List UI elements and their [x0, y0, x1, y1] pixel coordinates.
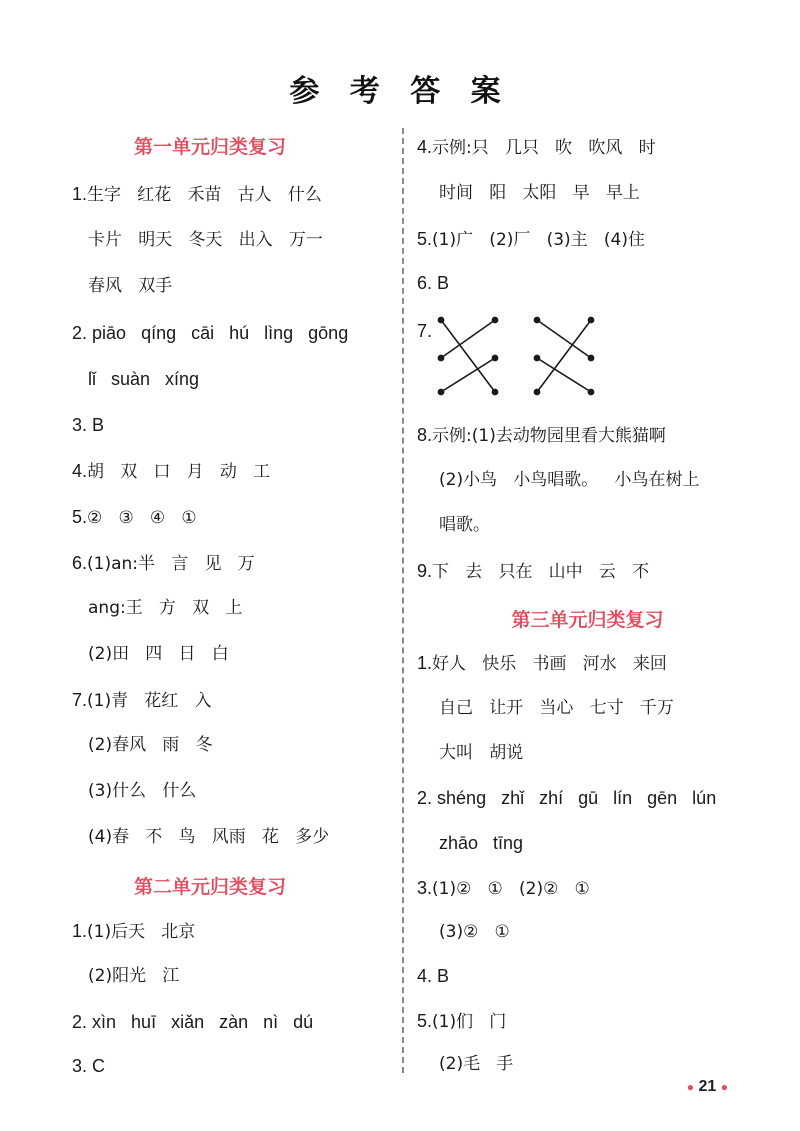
match-dot [492, 317, 497, 322]
unit3-answer-3: 3.(1)② ① (2)② ① [417, 878, 590, 899]
answer-4: 4.胡 双 口 月 动 工 [72, 461, 271, 482]
answer-7-line2: (2)春风 雨 冬 [88, 735, 213, 755]
answer-1: 1.生字 红花 禾苗 古人 什么 [72, 184, 322, 205]
answer-r9: 9.下 去 只在 山中 云 不 [417, 561, 650, 582]
unit3-answer-4: 4. B [417, 966, 450, 986]
match-dot [534, 355, 539, 360]
answer-r5: 5.(1)广 (2)厂 (3)主 (4)住 [417, 229, 645, 250]
match-dot [438, 355, 443, 360]
answer-2: 2. piāo qíng cāi hú lìng gōng [72, 323, 349, 343]
answer-7: 7.(1)青 花红 入 [72, 690, 212, 711]
match-dot [534, 317, 539, 322]
answer-r7: 7. [417, 321, 433, 341]
answer-1-line3: 春风 双手 [88, 276, 173, 296]
answer-r8: 8.示例:(1)去动物园里看大熊猫啊 [417, 425, 666, 446]
answer-3: 3. B [72, 415, 105, 435]
unit3-answer-5-line2: (2)毛 手 [439, 1054, 514, 1074]
unit3-answer-1: 1.好人 快乐 书画 河水 来回 [417, 653, 667, 674]
match-line [537, 358, 591, 392]
unit2-title: 第二单元归类复习 [133, 876, 286, 898]
match-dot [588, 389, 593, 394]
answer-r4-line2: 时间 阳 太阳 早 早上 [439, 183, 640, 203]
unit2-answer-2: 2. xìn huī xiǎn zàn nì dú [72, 1012, 314, 1032]
answer-7-line3: (3)什么 什么 [88, 781, 197, 801]
unit3-answer-5: 5.(1)们 门 [417, 1011, 507, 1032]
answer-1-line2: 卡片 明天 冬天 出入 万一 [88, 230, 323, 250]
match-dot [588, 355, 593, 360]
page-title: 参 考 答 案 [289, 74, 511, 109]
unit3-answer-1-line3: 大叫 胡说 [439, 743, 524, 763]
answer-2-line2: lǐ suàn xíng [88, 369, 200, 389]
answer-r6: 6. B [417, 273, 450, 293]
match-line [441, 358, 495, 392]
answer-7-line4: (4)春 不 鸟 风雨 花 多少 [88, 827, 330, 847]
answer-6: 6.(1)an:半 言 见 万 [72, 553, 255, 574]
column-divider [402, 128, 404, 1073]
answer-r8-line2: (2)小鸟 小鸟唱歌。 小鸟在树上 [439, 470, 700, 490]
matching-lines-figure [433, 310, 603, 400]
unit3-answer-2: 2. shéng zhǐ zhí gū lín gēn lún [417, 788, 717, 808]
match-line [441, 320, 495, 392]
answer-6-line3: (2)田 四 日 白 [88, 644, 229, 664]
answer-6-line2: ang:王 方 双 上 [88, 598, 243, 618]
answer-5: 5.② ③ ④ ① [72, 507, 197, 528]
answer-r4: 4.示例:只 几只 吹 吹风 时 [417, 137, 656, 158]
match-dot [588, 317, 593, 322]
match-dot [438, 317, 443, 322]
unit3-title: 第三单元归类复习 [511, 609, 664, 631]
dot-icon: ● [720, 1079, 728, 1094]
unit2-answer-1: 1.(1)后天 北京 [72, 921, 196, 942]
dot-icon: ● [686, 1079, 695, 1094]
answer-r8-line3: 唱歌。 [439, 515, 490, 535]
page-number: ● 21 ● [686, 1078, 728, 1095]
unit2-answer-3: 3. C [72, 1056, 106, 1076]
match-line [537, 320, 591, 392]
match-dot [492, 355, 497, 360]
match-line [537, 320, 591, 358]
unit3-answer-1-line2: 自己 让开 当心 七寸 千万 [439, 698, 674, 718]
match-dot [534, 389, 539, 394]
match-dot [438, 389, 443, 394]
unit3-answer-3-line2: (3)② ① [439, 922, 510, 942]
match-line [441, 320, 495, 358]
match-dot [492, 389, 497, 394]
unit1-title: 第一单元归类复习 [133, 136, 286, 158]
unit2-answer-1-line2: (2)阳光 江 [88, 966, 180, 986]
unit3-answer-2-line2: zhāo tīng [439, 833, 524, 853]
